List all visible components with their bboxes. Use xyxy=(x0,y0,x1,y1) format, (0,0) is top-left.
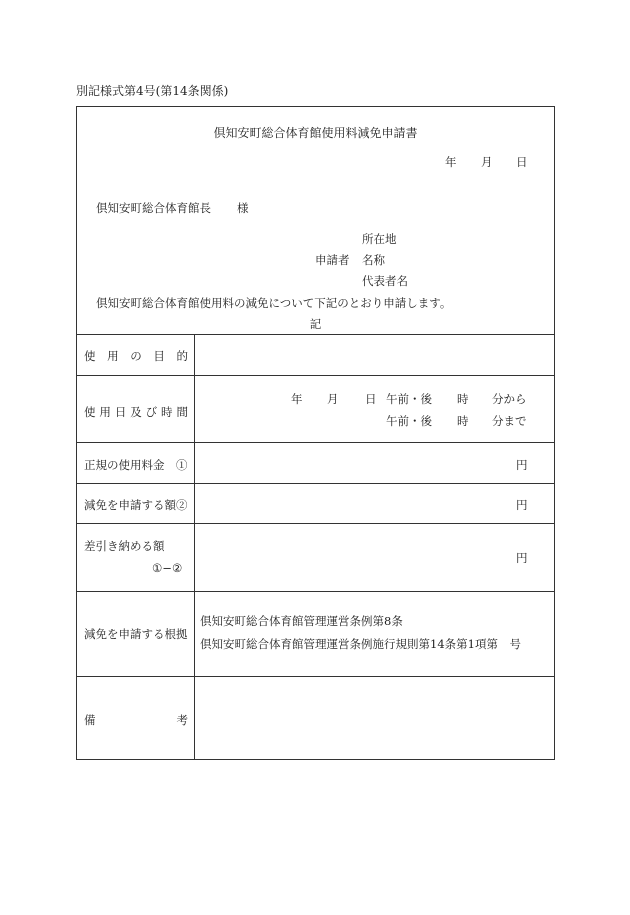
row-divider xyxy=(76,483,555,484)
net-amount-unit: 円 xyxy=(516,551,528,565)
row-divider xyxy=(76,442,555,443)
row-divider xyxy=(76,523,555,524)
basis-ordinance: 倶知安町総合体育館管理運営条例第8条 xyxy=(200,614,403,628)
addressee-name: 倶知安町総合体育館長 xyxy=(96,201,211,215)
date-year: 年 xyxy=(445,155,457,169)
basis-label: 減免を申請する根拠 xyxy=(84,627,188,641)
datetime-end-minute: 分まで xyxy=(492,414,527,428)
form-title: 倶知安町総合体育館使用料減免申請書 xyxy=(213,126,418,140)
reduction-amount-unit: 円 xyxy=(516,498,528,512)
applicant-label: 申請者 xyxy=(315,253,350,267)
applicant-name-label: 名称 xyxy=(362,253,385,267)
remarks-label: 備 考 xyxy=(84,713,188,727)
basis-regulation: 倶知安町総合体育館管理運営条例施行規則第14条第1項第 号 xyxy=(200,637,521,651)
addressee-honorific: 様 xyxy=(237,201,249,215)
datetime-start-minute: 分から xyxy=(492,392,527,406)
request-statement: 倶知安町総合体育館使用料の減免について下記のとおり申請します。 xyxy=(96,296,452,310)
applicant-address-label: 所在地 xyxy=(362,232,397,246)
ki-heading: 記 xyxy=(309,317,322,331)
reduction-amount-label: 減免を申請する額② xyxy=(84,498,188,512)
purpose-label: 使 用 の 目 的 xyxy=(84,349,188,363)
row-divider xyxy=(76,375,555,376)
datetime-year: 年 xyxy=(291,392,303,406)
applicant-representative-label: 代表者名 xyxy=(362,274,408,288)
net-amount-label: 差引き納める額 xyxy=(84,539,165,553)
row-divider xyxy=(76,591,555,592)
row-divider xyxy=(76,676,555,677)
date-month: 月 xyxy=(481,155,493,169)
datetime-end-hour: 時 xyxy=(457,414,469,428)
form-number: 別記様式第4号(第14条関係) xyxy=(76,84,229,98)
datetime-label: 使 用 日 及 び 時 間 xyxy=(84,405,188,419)
row-divider xyxy=(76,334,555,335)
date-day: 日 xyxy=(516,155,528,169)
datetime-end-ampm: 午前・後 xyxy=(386,414,432,428)
column-divider xyxy=(194,334,195,760)
regular-fee-unit: 円 xyxy=(516,458,528,472)
datetime-day: 日 xyxy=(365,392,377,406)
datetime-start-ampm: 午前・後 xyxy=(386,392,432,406)
regular-fee-label: 正規の使用料金 ① xyxy=(84,458,188,472)
datetime-start-hour: 時 xyxy=(457,392,469,406)
datetime-month: 月 xyxy=(327,392,339,406)
net-amount-formula: ①−② xyxy=(152,561,183,575)
